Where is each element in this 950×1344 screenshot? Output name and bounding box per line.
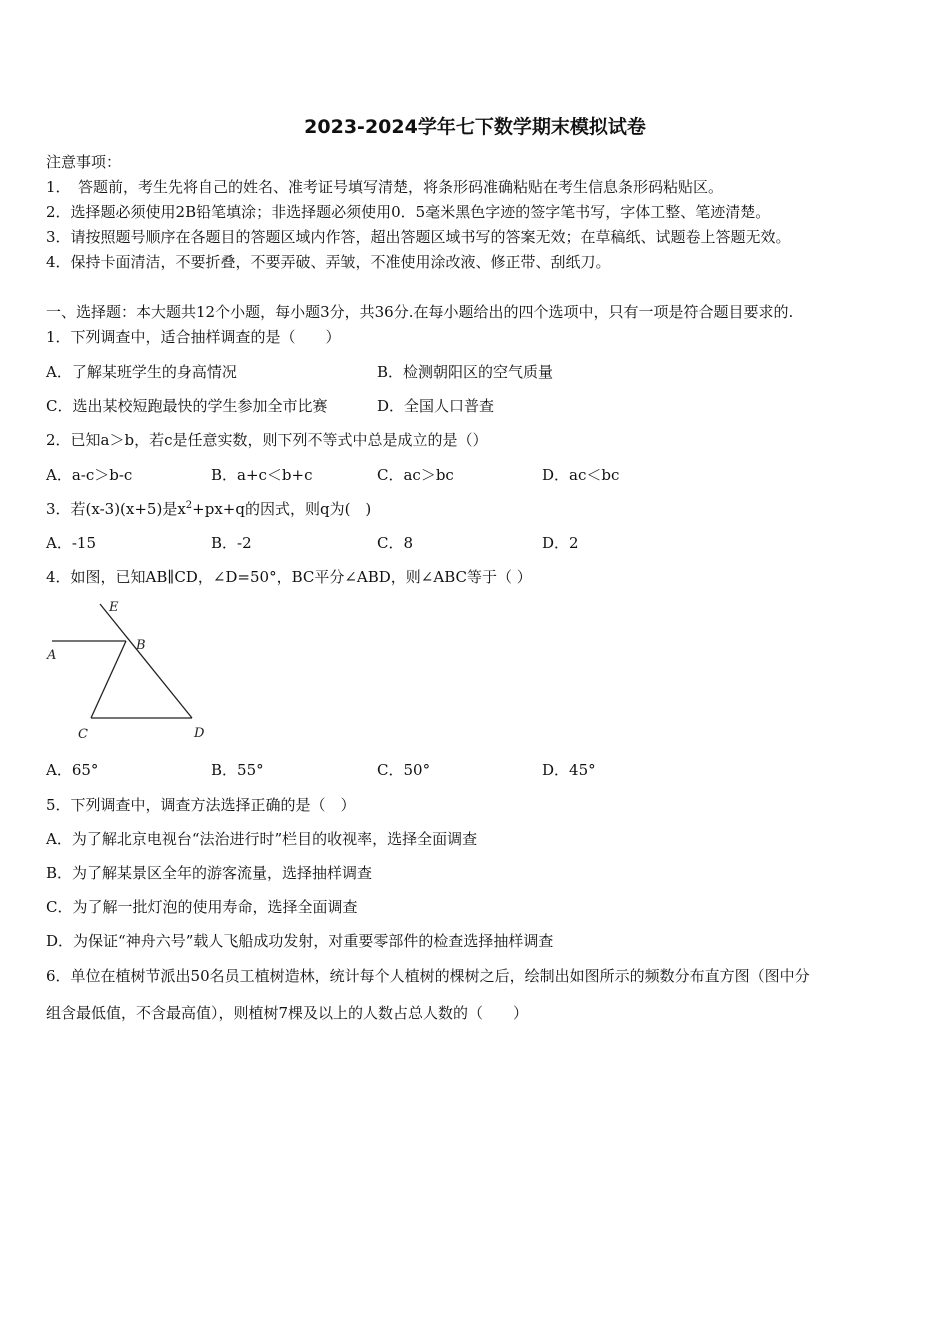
q6-stem-line-2: 组含最低值，不含最高值），则植树7棵及以上的人数占总人数的（ ） <box>46 1004 529 1022</box>
q1-option-a: A．了解某班学生的身高情况 <box>46 363 237 381</box>
q2-option-c: C．ac＞bc <box>377 466 454 484</box>
q3-option-b: B．-2 <box>211 534 252 552</box>
notice-heading: 注意事项： <box>46 153 122 171</box>
page-title: 2023-2024学年七下数学期末模拟试卷 <box>304 116 646 138</box>
q2-option-a: A．a-c＞b-c <box>46 466 133 484</box>
q3-stem-pre: 3．若(x-3)(x+5)是x <box>46 500 186 518</box>
q1-stem: 1．下列调查中，适合抽样调查的是（ ） <box>46 328 341 346</box>
q4-option-d: D．45° <box>542 761 596 779</box>
q6-stem-line-1: 6．单位在植树节派出50名员工植树造林，统计每个人植树的棵树之后，绘制出如图所示的频数分布直方图（图中分 <box>46 967 810 985</box>
notice-item-2: 2．选择题必须使用2B铅笔填涂；非选择题必须使用0．5毫米黑色字迹的签字笔书写，字体工整、笔迹清楚。 <box>46 203 771 221</box>
q4-option-c: C．50° <box>377 761 431 779</box>
section-heading: 一、选择题：本大题共12个小题，每小题3分，共36分.在每小题给出的四个选项中，只有一项是符合题目要求的. <box>46 303 794 321</box>
notice-item-4: 4．保持卡面清洁，不要折叠，不要弄破、弄皱，不准使用涂改液、修正带、刮纸刀。 <box>46 253 611 271</box>
q2-stem: 2．已知a＞b，若c是任意实数，则下列不等式中总是成立的是（） <box>46 431 488 449</box>
q5-option-a: A．为了解北京电视台“法治进行时”栏目的收视率，选择全面调查 <box>46 830 478 848</box>
q1-option-d: D．全国人口普查 <box>377 397 495 415</box>
q4-option-a: A．65° <box>46 761 99 779</box>
q5-option-b: B．为了解某景区全年的游客流量，选择抽样调查 <box>46 864 373 882</box>
label-e: E <box>109 600 119 615</box>
q2-option-b: B．a+c＜b+c <box>211 466 313 484</box>
line-ebd <box>100 604 192 718</box>
q2-option-d: D．ac＜bc <box>542 466 620 484</box>
q3-stem-exponent: 2 <box>185 500 193 511</box>
q5-stem: 5．下列调查中，调查方法选择正确的是（ ） <box>46 796 356 814</box>
q3-option-d: D．2 <box>542 534 579 552</box>
q4-stem: 4．如图，已知AB∥CD，∠D=50°，BC平分∠ABD，则∠ABC等于（ ） <box>46 568 532 586</box>
q1-option-b: B．检测朝阳区的空气质量 <box>377 363 554 381</box>
notice-item-1: 1． 答题前，考生先将自己的姓名、准考证号填写清楚，将条形码准确粘贴在考生信息条形码粘贴区。 <box>46 178 724 196</box>
q5-option-c: C．为了解一批灯泡的使用寿命，选择全面调查 <box>46 898 358 916</box>
label-c: C <box>78 727 88 742</box>
q5-option-d: D．为保证“神舟六号”载人飞船成功发射，对重要零部件的检查选择抽样调查 <box>46 932 554 950</box>
notice-item-3: 3．请按照题号顺序在各题目的答题区域内作答，超出答题区域书写的答案无效；在草稿纸、试题卷上答题无效。 <box>46 228 791 246</box>
q1-option-c: C．选出某校短跑最快的学生参加全市比赛 <box>46 397 328 415</box>
q3-stem <box>46 499 371 519</box>
q3-option-c: C．8 <box>377 534 414 552</box>
label-b: B <box>136 638 146 653</box>
q3-stem-post: +px+q的因式，则q为( ) <box>192 500 372 518</box>
label-a: A <box>47 648 57 663</box>
q4-geometry-figure <box>44 596 214 746</box>
q4-option-b: B．55° <box>211 761 264 779</box>
label-d: D <box>194 726 205 741</box>
segment-bc <box>91 641 126 718</box>
q3-option-a: A．-15 <box>46 534 96 552</box>
